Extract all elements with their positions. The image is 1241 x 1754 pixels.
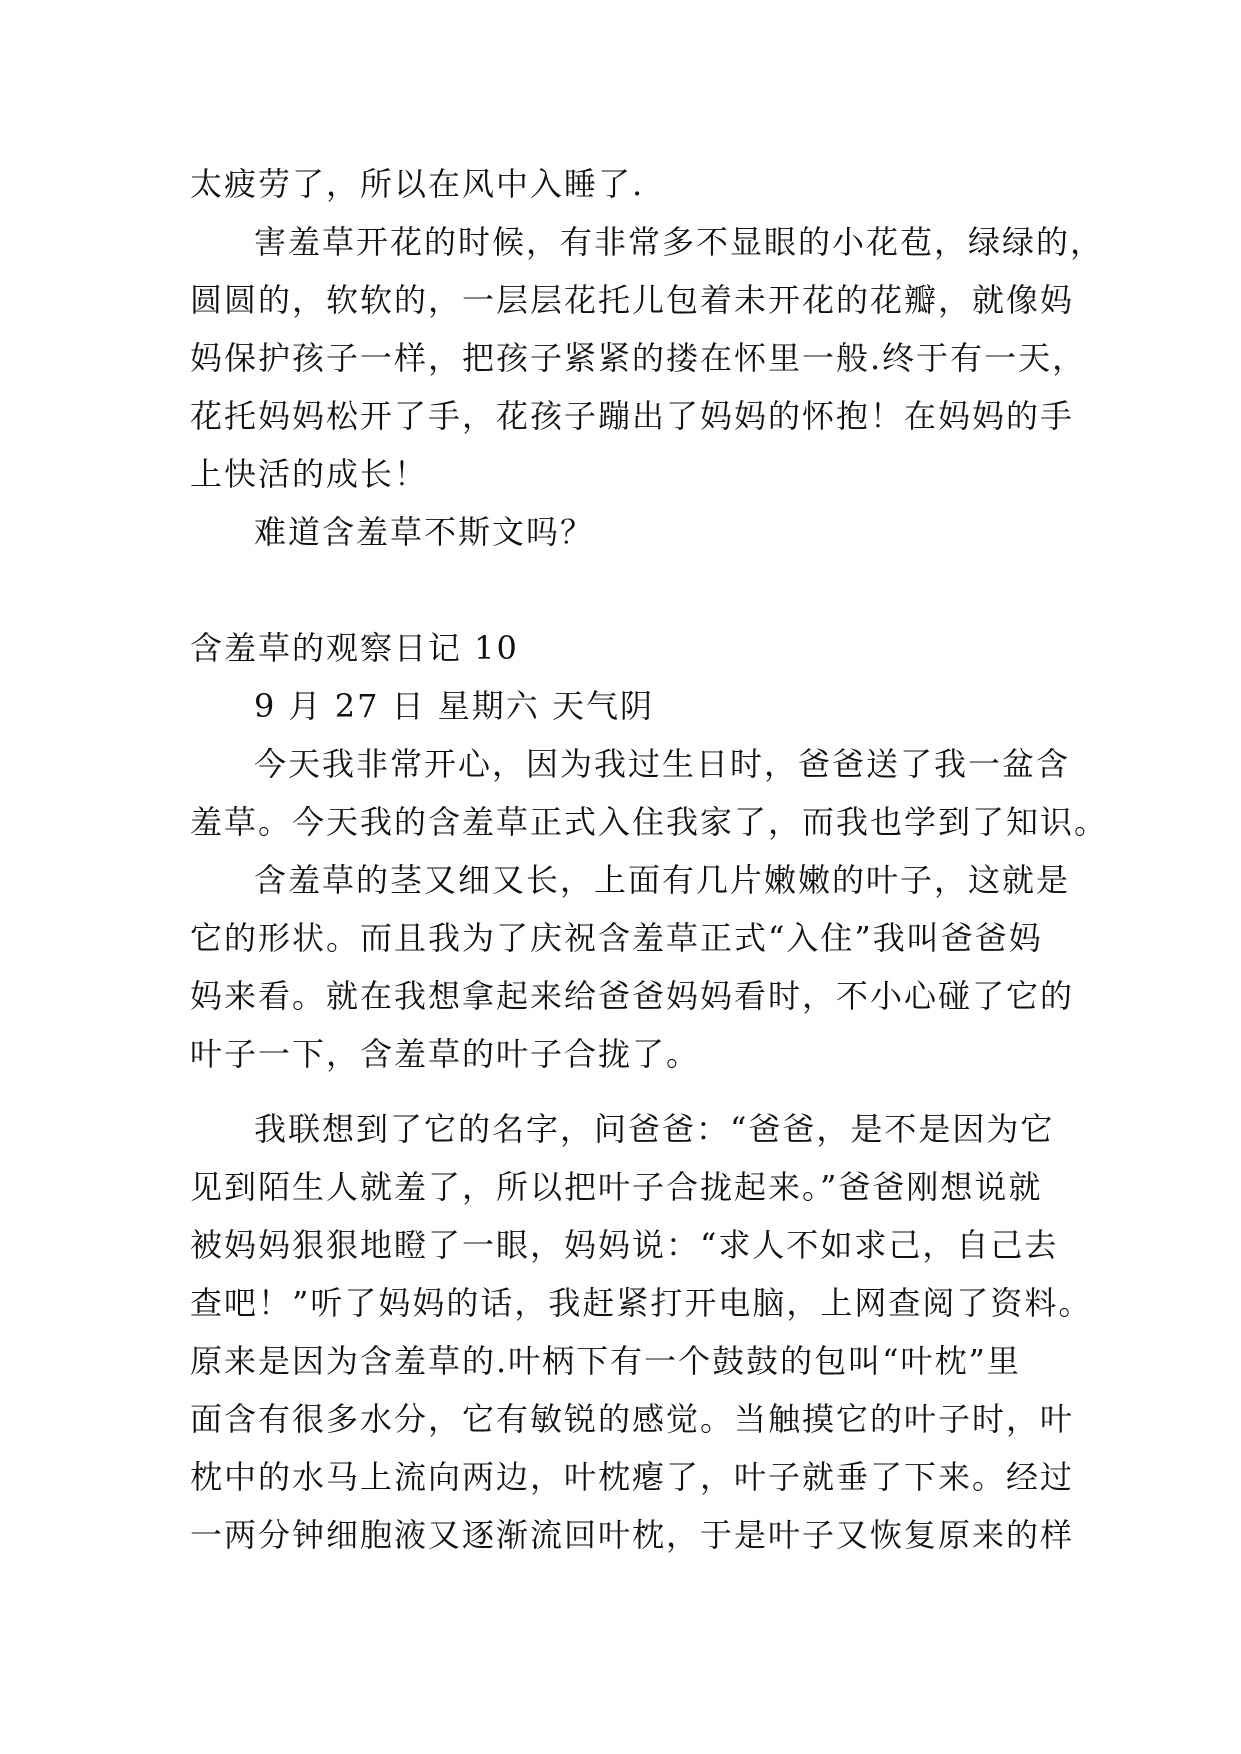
paragraph-line: 害羞草开花的时候，有非常多不显眼的小花苞，绿绿的， <box>254 223 1105 261</box>
text-line: 查吧！”听了妈妈的话，我赶紧打开电脑，上网查阅了资料。 <box>190 1284 1093 1322</box>
paragraph-line: 今天我非常开心，因为我过生日时，爸爸送了我一盆含 <box>254 745 1071 783</box>
text-line: 见到陌生人就羞了，所以把叶子合拢起来。”爸爸刚想说就 <box>190 1168 1043 1206</box>
text-line: 叶子一下，含羞草的叶子合拢了。 <box>190 1035 701 1073</box>
text-line: 面含有很多水分，它有敏锐的感觉。当触摸它的叶子时，叶 <box>190 1400 1075 1438</box>
text-line: 原来是因为含羞草的.叶柄下有一个鼓鼓的包叫“叶枕”里 <box>190 1342 1021 1380</box>
text-line: 枕中的水马上流向两边，叶枕瘪了，叶子就垂了下来。经过 <box>190 1458 1075 1496</box>
text-line: 妈保护孩子一样，把孩子紧紧的搂在怀里一般.终于有一天， <box>190 339 1087 377</box>
text-line: 太疲劳了，所以在风中入睡了. <box>190 165 645 203</box>
text-line: 圆圆的，软软的，一层层花托儿包着未开花的花瓣，就像妈 <box>190 281 1075 319</box>
section-title: 含羞草的观察日记 10 <box>190 629 519 667</box>
text-line: 羞草。今天我的含羞草正式入住我家了，而我也学到了知识。 <box>190 803 1109 841</box>
date-line: 9 月 27 日 星期六 天气阴 <box>254 687 654 725</box>
text-line: 上快活的成长！ <box>190 455 429 493</box>
text-line: 妈来看。就在我想拿起来给爸爸妈妈看时，不小心碰了它的 <box>190 977 1075 1015</box>
paragraph-line: 难道含羞草不斯文吗？ <box>254 513 595 551</box>
text-line: 一两分钟细胞液又逐渐流回叶枕，于是叶子又恢复原来的样 <box>190 1516 1075 1554</box>
text-line: 花托妈妈松开了手，花孩子蹦出了妈妈的怀抱！在妈妈的手 <box>190 397 1075 435</box>
paragraph-line: 含羞草的茎又细又长，上面有几片嫩嫩的叶子，这就是 <box>254 861 1071 899</box>
paragraph-line: 我联想到了它的名字，问爸爸：“爸爸，是不是因为它 <box>254 1110 1055 1148</box>
text-line: 它的形状。而且我为了庆祝含羞草正式“入住”我叫爸爸妈 <box>190 919 1043 957</box>
text-line: 被妈妈狠狠地瞪了一眼，妈妈说：“求人不如求己，自己去 <box>190 1226 1059 1264</box>
